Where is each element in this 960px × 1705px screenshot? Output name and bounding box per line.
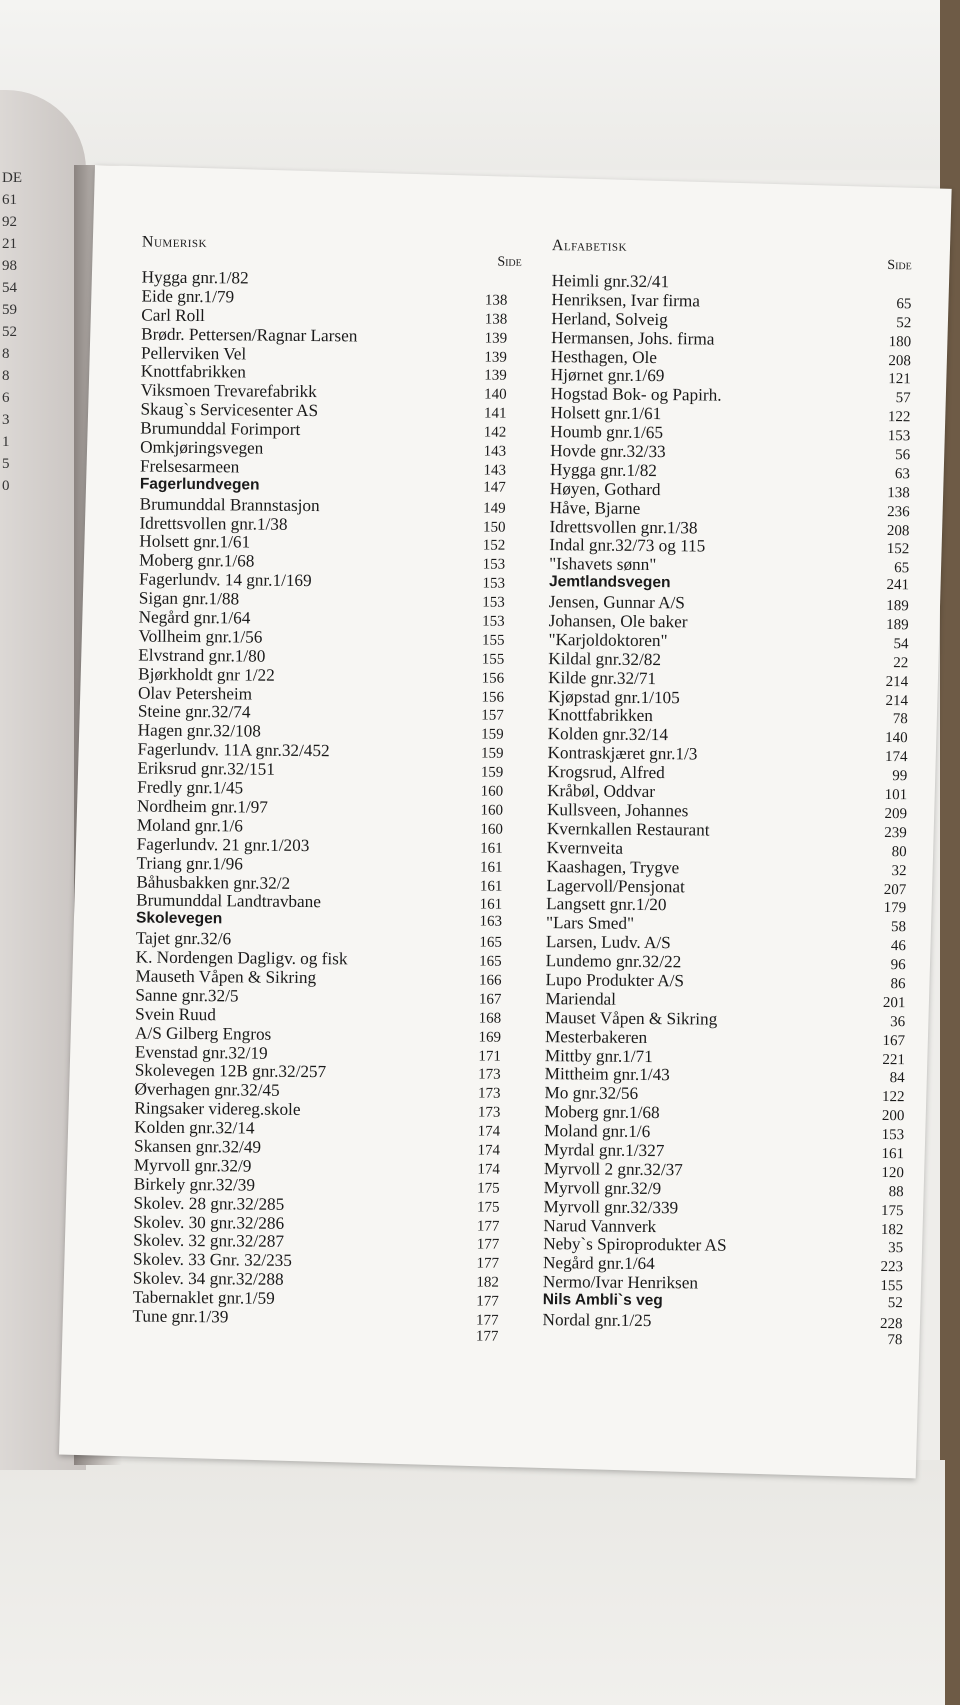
alphabetic-entry xyxy=(542,1310,902,1332)
numeric-entry-name: Negård gnr.1/64 xyxy=(138,607,251,628)
numeric-entry-name: Fredly gnr.1/45 xyxy=(137,777,244,798)
alphabetic-entry-page: 121 xyxy=(888,371,911,388)
numeric-entry-page: 141 xyxy=(483,405,507,422)
numeric-entry-page: 177 xyxy=(476,1236,500,1254)
numeric-entry-name: Sigan gnr.1/88 xyxy=(138,588,240,609)
numeric-entry-name: Skansen gnr.32/49 xyxy=(133,1136,262,1157)
numeric-entry-name: Birkely gnr.32/39 xyxy=(133,1174,256,1195)
numeric-entry-name: Steine gnr.32/74 xyxy=(137,702,251,722)
alphabetic-entry-page: 58 xyxy=(890,919,907,936)
numeric-entry-page: 160 xyxy=(480,802,504,819)
left-page-fragment: 8 xyxy=(2,368,10,384)
alphabetic-entry-name: Moberg gnr.1/68 xyxy=(544,1102,660,1123)
alphabetic-entry-name: Mo gnr.32/56 xyxy=(544,1083,639,1104)
numeric-side-label: Side xyxy=(497,254,522,270)
alphabetic-entry-page: 175 xyxy=(880,1202,904,1219)
numeric-trailing-page: 177 xyxy=(475,1328,499,1345)
numeric-entry-page: 153 xyxy=(482,575,506,592)
index-content xyxy=(71,173,939,1470)
numeric-entry-page: 174 xyxy=(477,1161,500,1178)
alphabetic-entry-page: 80 xyxy=(891,843,907,860)
alphabetic-entry-page: 120 xyxy=(881,1164,904,1182)
numeric-entry-name: Ringsaker videreg.skole xyxy=(134,1098,301,1120)
alphabetic-entry-page: 207 xyxy=(883,881,907,898)
left-page-fragment: 3 xyxy=(2,412,10,428)
left-page-fragment: 92 xyxy=(2,214,17,230)
alphabetic-entry-name: Herland, Solveig xyxy=(551,308,668,329)
alphabetic-entry-page: 65 xyxy=(896,296,912,313)
alphabetic-entry-name: Heimli gnr.32/41 xyxy=(551,271,670,292)
alphabetic-entry-page: 52 xyxy=(896,314,912,332)
alphabetic-entry-name: Moland gnr.1/6 xyxy=(544,1121,651,1142)
alphabetic-entry-name: Kråbøl, Oddvar xyxy=(547,781,656,802)
numeric-entry-name: K. Nordengen Dagligv. og fisk xyxy=(135,947,348,969)
alphabetic-entry-name: Hermansen, Johs. firma xyxy=(551,327,715,349)
alphabetic-side-label: Side xyxy=(887,258,912,274)
alphabetic-entry-page: 52 xyxy=(887,1295,903,1312)
alphabetic-entry-page: 179 xyxy=(883,900,907,917)
alphabetic-entry-name: Lupo Produkter A/S xyxy=(545,970,685,991)
numeric-entry-name: Evenstad gnr.32/19 xyxy=(134,1042,268,1063)
alphabetic-entry-name: Myrvoll gnr.32/9 xyxy=(543,1177,662,1198)
alphabetic-entry-name: Hogstad Bok- og Papirh. xyxy=(550,384,722,405)
numeric-entry-page: 143 xyxy=(483,462,507,479)
left-page-fragment: 98 xyxy=(2,258,17,274)
alphabetic-entry-name: Kolden gnr.32/14 xyxy=(547,724,669,745)
alphabetic-trailing-page: 78 xyxy=(887,1331,903,1349)
alphabetic-entry-page: 78 xyxy=(892,711,908,728)
numeric-entry-page: 177 xyxy=(476,1218,500,1235)
table-surface-bottom xyxy=(0,1460,945,1705)
numeric-entry-name: Knottfabrikken xyxy=(140,361,246,382)
numeric-entry-name: Skolev. 32 gnr.32/287 xyxy=(133,1230,285,1252)
alphabetic-entry-name: Henriksen, Ivar firma xyxy=(551,290,700,311)
numeric-entry-name: Carl Roll xyxy=(141,305,205,325)
alphabetic-entry-name: Mittheim gnr.1/43 xyxy=(544,1064,670,1085)
alphabetic-entry-page: 122 xyxy=(887,409,911,426)
numeric-entry-page: 163 xyxy=(479,913,503,930)
numeric-entry-page: 175 xyxy=(477,1180,500,1197)
numeric-entry-name: Triang gnr.1/96 xyxy=(136,853,243,874)
numeric-entry-page: 174 xyxy=(477,1123,501,1140)
numeric-entry-name: Olav Petersheim xyxy=(137,683,253,704)
numeric-entry-page: 159 xyxy=(481,726,504,744)
left-page-fragment: 54 xyxy=(2,280,17,296)
left-page-fragment: 61 xyxy=(2,192,17,208)
alphabetic-entry-name: Lagervoll/Pensjonat xyxy=(546,875,685,896)
numeric-entry-name: Skolevegen 12B gnr.32/257 xyxy=(134,1060,327,1082)
left-page-fragment: 8 xyxy=(2,346,10,362)
alphabetic-entry-page: 99 xyxy=(892,768,908,785)
numeric-entry-page: 161 xyxy=(479,878,503,895)
numeric-entry-name: Nordheim gnr.1/97 xyxy=(136,796,268,817)
numeric-entry-name: Bjørkholdt gnr 1/22 xyxy=(138,664,275,685)
alphabetic-entry-name: Myrvoll 2 gnr.32/37 xyxy=(543,1158,683,1180)
alphabetic-entry-page: 57 xyxy=(895,390,911,407)
numeric-entry-name: Svein Ruud xyxy=(135,1004,217,1024)
alphabetic-entry-name: Håve, Bjarne xyxy=(549,497,641,518)
alphabetic-entry-page: 208 xyxy=(886,522,910,539)
alphabetic-index xyxy=(542,237,912,1351)
numeric-entry-name: Brumunddal Landtravbane xyxy=(136,890,322,912)
numeric-entry-name: Båhusbakken gnr.32/2 xyxy=(136,872,291,893)
numeric-entry-page: 159 xyxy=(480,745,504,762)
numeric-entry-name: Skolev. 28 gnr.32/285 xyxy=(133,1193,285,1214)
alphabetic-entry-page: 152 xyxy=(886,541,910,558)
alphabetic-heading: Alfabetisk xyxy=(551,237,628,255)
alphabetic-entry-page: 56 xyxy=(895,447,911,464)
numeric-entry-name: Eriksrud gnr.32/151 xyxy=(137,758,275,779)
alphabetic-entry-page: 122 xyxy=(881,1089,905,1106)
numeric-entry-name: Hygga gnr.1/82 xyxy=(141,267,249,288)
alphabetic-entry-page: 101 xyxy=(884,787,908,804)
alphabetic-entry-name: Holsett gnr.1/61 xyxy=(550,403,662,424)
numeric-list xyxy=(133,268,522,1329)
alphabetic-entry-page: 214 xyxy=(885,692,909,709)
alphabetic-entry-name: Nordal gnr.1/25 xyxy=(542,1310,652,1331)
alphabetic-entry-name: Neby`s Spiroprodukter AS xyxy=(543,1234,727,1256)
numeric-entry-page: 156 xyxy=(481,689,505,706)
numeric-entry-name: Skolev. 33 Gnr. 32/235 xyxy=(133,1249,292,1271)
left-page-fragment: 6 xyxy=(2,390,10,406)
alphabetic-entry-name: "Ishavets sønn" xyxy=(549,554,657,575)
numeric-entry xyxy=(133,1306,513,1328)
alphabetic-entry-page: 223 xyxy=(880,1259,904,1276)
numeric-trailing-row xyxy=(132,1325,512,1347)
alphabetic-entry-page: 32 xyxy=(891,862,907,879)
numeric-entry-name: Hagen gnr.32/108 xyxy=(137,720,261,741)
numeric-entry-page: 153 xyxy=(482,613,505,630)
alphabetic-entry-name: Kjøpstad gnr.1/105 xyxy=(547,686,680,707)
numeric-entry-name: Skolev. 34 gnr.32/288 xyxy=(132,1268,284,1290)
numeric-entry-page: 166 xyxy=(478,972,502,989)
numeric-entry-page: 160 xyxy=(480,821,503,838)
numeric-entry-name: Pellerviken Vel xyxy=(140,343,247,364)
alphabetic-entry-page: 155 xyxy=(880,1278,903,1295)
numeric-entry-page: 142 xyxy=(483,424,507,441)
alphabetic-entry-name: Johansen, Ole baker xyxy=(548,611,688,632)
numeric-entry-name: Fagerlundvegen xyxy=(139,475,260,494)
numeric-entry-name: Omkjøringsvegen xyxy=(140,437,264,458)
alphabetic-entry-name: Hovde gnr.32/33 xyxy=(550,441,666,462)
alphabetic-entry-page: 182 xyxy=(880,1221,904,1238)
alphabetic-entry-page: 88 xyxy=(888,1183,904,1200)
numeric-entry-page: 175 xyxy=(476,1199,500,1216)
numeric-entry-name: Skolev. 30 gnr.32/286 xyxy=(133,1212,285,1233)
alphabetic-entry-page: 86 xyxy=(890,976,906,993)
alphabetic-entry-page: 189 xyxy=(886,598,909,615)
numeric-entry-page: 167 xyxy=(478,991,502,1008)
numeric-entry-name: Fagerlundv. 21 gnr.1/203 xyxy=(136,834,310,855)
alphabetic-entry-name: Mauset Våpen & Sikring xyxy=(545,1007,718,1029)
alphabetic-entry-page: 153 xyxy=(881,1127,905,1144)
left-page-fragment: 5 xyxy=(2,456,10,472)
numeric-entry-page: 177 xyxy=(476,1293,499,1310)
numeric-entry-name: Vollheim gnr.1/56 xyxy=(138,626,263,647)
numeric-entry-name: Frelsesarmeen xyxy=(139,456,240,477)
numeric-entry-page: 139 xyxy=(484,349,508,366)
alphabetic-entry-name: Lundemo gnr.32/22 xyxy=(545,951,682,972)
alphabetic-entry-name: Høyen, Gothard xyxy=(549,478,661,499)
alphabetic-entry-name: Kildal gnr.32/82 xyxy=(548,648,662,669)
alphabetic-entry-name: Indal gnr.32/73 og 115 xyxy=(549,535,706,556)
alphabetic-entry-name: Idrettsvollen gnr.1/38 xyxy=(549,516,698,537)
numeric-entry-page: 150 xyxy=(482,519,506,536)
numeric-entry-name: Skaug`s Servicesenter AS xyxy=(140,399,319,421)
alphabetic-entry-name: Jemtlandsvegen xyxy=(548,573,671,592)
numeric-entry-name: Skolevegen xyxy=(135,909,223,928)
numeric-entry-page: 152 xyxy=(482,538,506,555)
alphabetic-entry-name: Hjørnet gnr.1/69 xyxy=(550,365,665,386)
numeric-entry-page: 173 xyxy=(478,1066,501,1084)
alphabetic-entry-page: 201 xyxy=(882,994,906,1012)
alphabetic-entry-page: 140 xyxy=(885,730,908,747)
alphabetic-entry-name: Kontraskjæret gnr.1/3 xyxy=(547,743,698,764)
numeric-entry-page: 173 xyxy=(477,1085,501,1103)
numeric-entry-page: 139 xyxy=(484,330,508,347)
numeric-entry-name: Moland gnr.1/6 xyxy=(136,815,243,836)
numeric-entry-page: 139 xyxy=(484,367,507,385)
alphabetic-entry-name: Jensen, Gunnar A/S xyxy=(548,592,685,613)
alphabetic-entry-page: 239 xyxy=(884,824,907,842)
numeric-entry-page: 153 xyxy=(482,556,506,574)
numeric-entry-name: Øverhagen gnr.32/45 xyxy=(134,1079,280,1101)
numeric-entry-name: Fagerlundv. 14 gnr.1/169 xyxy=(138,569,312,591)
numeric-entry-page: 155 xyxy=(481,632,505,649)
numeric-entry-page: 138 xyxy=(484,292,508,309)
alphabetic-entry-name: Myrdal gnr.1/327 xyxy=(543,1140,665,1161)
numeric-entry-page: 140 xyxy=(484,386,507,404)
numeric-entry-name: Tajet gnr.32/6 xyxy=(135,928,232,949)
numeric-entry-name: Mauseth Våpen & Sikring xyxy=(135,966,317,988)
numeric-entry-page: 174 xyxy=(477,1142,501,1159)
numeric-entry-page: 155 xyxy=(481,651,505,668)
left-page-fragment: 59 xyxy=(2,302,17,318)
numeric-entry-name: Brumunddal Brannstasjon xyxy=(139,494,320,515)
numeric-entry-page: 161 xyxy=(480,840,503,857)
alphabetic-entry-name: Kullsveen, Johannes xyxy=(546,800,689,821)
alphabetic-entry-page: 174 xyxy=(884,749,908,766)
numeric-entry-page: 165 xyxy=(479,953,502,970)
left-page-fragment: 0 xyxy=(2,478,10,494)
numeric-entry-name: Viksmoen Trevarefabrikk xyxy=(140,380,317,402)
alphabetic-entry-page: 153 xyxy=(887,428,911,445)
alphabetic-entry-page: 63 xyxy=(894,466,911,483)
alphabetic-entry-name: Mittby gnr.1/71 xyxy=(544,1045,653,1066)
numeric-entry-name: Myrvoll gnr.32/9 xyxy=(133,1155,252,1176)
numeric-entry-name: Tune gnr.1/39 xyxy=(132,1306,229,1327)
numeric-entry-page: 143 xyxy=(483,443,507,460)
alphabetic-entry-page: 54 xyxy=(893,636,909,653)
alphabetic-entry-name: Kvernkallen Restaurant xyxy=(546,818,710,840)
alphabetic-entry-page: 65 xyxy=(894,560,910,577)
left-page-fragment: 1 xyxy=(2,434,10,450)
numeric-entry-name: Elvstrand gnr.1/80 xyxy=(138,645,266,666)
numeric-entry-page: 173 xyxy=(477,1104,501,1121)
numeric-entry-page: 149 xyxy=(483,500,506,517)
alphabetic-entry-page: 138 xyxy=(887,484,910,502)
alphabetic-entry-page: 200 xyxy=(881,1108,905,1125)
alphabetic-entry-name: Kilde gnr.32/71 xyxy=(548,667,657,688)
alphabetic-entry-page: 36 xyxy=(890,1013,906,1030)
alphabetic-entry-page: 46 xyxy=(890,938,906,955)
left-page-fragment: 21 xyxy=(2,236,17,252)
numeric-entry-page: 177 xyxy=(476,1255,500,1273)
alphabetic-entry-name: Narud Vannverk xyxy=(543,1215,657,1236)
table-surface-top xyxy=(0,0,960,170)
alphabetic-entry-page: 35 xyxy=(888,1240,904,1257)
numeric-entry-name: Kolden gnr.32/14 xyxy=(134,1117,255,1138)
numeric-entry-name: Idrettsvollen gnr.1/38 xyxy=(139,513,288,534)
numeric-entry-name: Holsett gnr.1/61 xyxy=(139,532,251,552)
alphabetic-entry-name: Kvernveita xyxy=(546,837,624,858)
alphabetic-entry-page: 161 xyxy=(881,1146,905,1163)
alphabetic-trailing-row xyxy=(542,1329,902,1351)
alphabetic-entry-name: Mariendal xyxy=(545,988,617,1009)
numeric-entry-page: 168 xyxy=(478,1010,502,1027)
numeric-index xyxy=(132,234,522,1348)
alphabetic-entry-name: Myrvoll gnr.32/339 xyxy=(543,1196,679,1217)
numeric-entry-page: 182 xyxy=(476,1274,499,1291)
alphabetic-entry-name: Larsen, Ludv. A/S xyxy=(545,932,671,953)
alphabetic-entry-name: Nermo/Ivar Henriksen xyxy=(542,1272,699,1293)
numeric-entry-page: 169 xyxy=(478,1029,502,1046)
alphabetic-entry-page: 241 xyxy=(886,577,910,594)
numeric-entry-page: 153 xyxy=(482,594,505,611)
alphabetic-entry-name: Kaashagen, Trygve xyxy=(546,856,680,877)
alphabetic-entry-page: 209 xyxy=(884,805,908,823)
numeric-entry-page: 161 xyxy=(479,859,503,876)
alphabetic-entry-page: 236 xyxy=(887,503,910,520)
numeric-entry-page: 157 xyxy=(481,708,504,725)
alphabetic-entry-page: 167 xyxy=(882,1032,906,1049)
numeric-entry-page: 156 xyxy=(481,670,505,687)
numeric-entry-name: Tabernaklet gnr.1/59 xyxy=(132,1287,275,1308)
alphabetic-entry-page: 221 xyxy=(882,1051,905,1068)
numeric-entry-page: 159 xyxy=(480,764,504,781)
alphabetic-entry-name: "Karjoldoktoren" xyxy=(548,630,668,651)
numeric-entry-name: Sanne gnr.32/5 xyxy=(135,985,239,1006)
numeric-entry-page: 147 xyxy=(483,479,506,496)
alphabetic-entry-page: 180 xyxy=(888,333,912,350)
alphabetic-entry-name: Nils Ambli`s veg xyxy=(542,1291,663,1310)
numeric-entry-name: Eide gnr.1/79 xyxy=(141,286,235,307)
alphabetic-entry-page: 84 xyxy=(889,1070,905,1087)
numeric-entry-name: Fagerlundv. 11A gnr.32/452 xyxy=(137,739,330,761)
numeric-entry-name: A/S Gilberg Engros xyxy=(134,1023,272,1044)
alphabetic-entry-name: Krogsrud, Alfred xyxy=(547,762,665,783)
numeric-entry-page: 161 xyxy=(479,896,503,914)
alphabetic-entry-page: 208 xyxy=(888,352,912,369)
alphabetic-entry-name: "Lars Smed" xyxy=(545,913,635,934)
numeric-entry-name: Brødr. Pettersen/Ragnar Larsen xyxy=(141,324,358,346)
left-page-fragment: 52 xyxy=(2,324,17,340)
alphabetic-entry-page: 22 xyxy=(893,654,909,672)
alphabetic-entry-name: Mesterbakeren xyxy=(544,1026,648,1047)
numeric-entry-page: 160 xyxy=(480,783,504,800)
alphabetic-list xyxy=(542,271,911,1332)
alphabetic-entry-page: 96 xyxy=(890,957,906,974)
numeric-entry-page: 138 xyxy=(484,311,508,328)
numeric-entry-page: 177 xyxy=(475,1312,499,1329)
numeric-entry-name: Brumunddal Forimport xyxy=(140,418,301,440)
alphabetic-entry-name: Hygga gnr.1/82 xyxy=(549,460,658,480)
index-page xyxy=(59,165,952,1478)
alphabetic-entry-name: Houmb gnr.1/65 xyxy=(550,422,664,443)
left-page-fragment: DE xyxy=(2,170,22,186)
alphabetic-entry-page: 214 xyxy=(885,673,909,690)
alphabetic-entry-name: Hesthagen, Ole xyxy=(550,346,658,367)
alphabetic-entry-name: Negård gnr.1/64 xyxy=(542,1253,655,1274)
alphabetic-entry-name: Knottfabrikken xyxy=(547,705,653,726)
numeric-entry-page: 171 xyxy=(478,1048,501,1065)
numeric-heading: Numerisk xyxy=(141,233,208,252)
alphabetic-entry-page: 228 xyxy=(879,1316,903,1333)
numeric-entry-name: Moberg gnr.1/68 xyxy=(139,550,255,571)
alphabetic-entry-name: Langsett gnr.1/20 xyxy=(546,894,667,915)
alphabetic-entry-page: 189 xyxy=(886,617,909,634)
numeric-entry-page: 165 xyxy=(479,934,502,951)
